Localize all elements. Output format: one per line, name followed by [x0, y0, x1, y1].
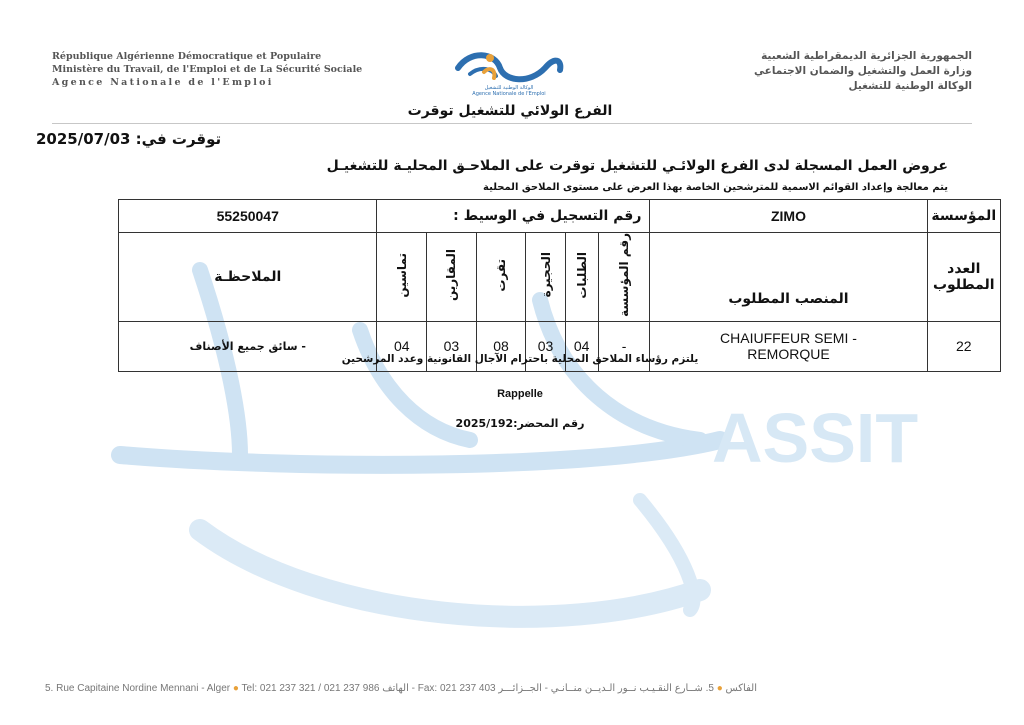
- header-company-no-cell: [598, 233, 650, 322]
- header-count: العدد المطلوب: [927, 233, 1000, 322]
- registration-value: 55250047: [119, 200, 377, 233]
- header-company-no: رقم المؤسسة: [617, 233, 632, 317]
- header-remark: الملاحظـة: [119, 233, 377, 322]
- logo-caption-fr: Agence Nationale de l'Emploi: [472, 91, 546, 97]
- logo-caption-ar: الوكالة الوطنية للتشغيل: [484, 85, 534, 91]
- header-megarine: المقارين: [444, 248, 459, 301]
- footer-fax-ar: الفاكس: [725, 683, 757, 694]
- footer-address: 5. Rue Capitaine Nordine Mennani - Alger ● Tel: 021 237 321 / 021 237 986 الهاتف - Fax: 021 237 403 الفاكس ● 5. شــارع النقـيـب نــور الـديــن منــانـي - الجــزائـــر: [45, 683, 757, 694]
- header-ar: [592, 49, 972, 94]
- header-hjira-cell: [526, 233, 565, 322]
- header-divider: [52, 123, 972, 124]
- deadline-note: يلتزم رؤساء الملاحق المحلية باحترام الآجال القانونية وعدد المرشحين: [341, 353, 699, 365]
- header-megarine-cell: [427, 233, 477, 322]
- cell-requests: 04: [565, 321, 598, 371]
- footer-address-fr: 5. Rue Capitaine Nordine Mennani - Alger: [45, 683, 231, 694]
- header-touggourt-cell: [476, 233, 526, 322]
- watermark-text: ASSIT: [712, 399, 919, 477]
- header-ar-line-3: الوكالة الوطنية للتشغيل: [848, 80, 972, 92]
- registration-label: رقم التسجيل في الوسيط :: [377, 200, 650, 233]
- header-hjira: الحجيرة: [538, 252, 553, 298]
- cell-position: CHAIUFFEUR SEMI - REMORQUE: [650, 321, 927, 371]
- cell-touggourt: 08: [476, 321, 526, 371]
- document-date: توقرت في: 2025/07/03: [36, 130, 222, 148]
- footer-fax: Fax: 021 237 403: [417, 683, 496, 694]
- footer-tel-ar: الهاتف: [382, 683, 409, 694]
- header-requests: الطلبات: [574, 251, 589, 299]
- table-header-row: [119, 233, 1001, 322]
- document-title: عروض العمل المسجلة لدى الفرع الولائـي للتشغيل توقرت على الملاحـق المحليـة للتشغيـل: [326, 158, 948, 174]
- table-row-company: [119, 200, 1001, 233]
- header-temacine-cell: [377, 233, 427, 322]
- header-fr-line-2: Ministère du Travail, de l'Emploi et de La Sécurité Sociale: [52, 64, 363, 75]
- header-fr-line-1: République Algérienne Démocratique et Populaire: [52, 51, 322, 62]
- header-position: المنصب المطلوب: [650, 233, 927, 322]
- cell-company-no: -: [598, 321, 650, 371]
- header-ar-line-2: وزارة العمل والتشغيل والضمان الاجتماعي: [754, 65, 972, 77]
- cell-hjira: 03: [526, 321, 565, 371]
- cell-count: 22: [927, 321, 1000, 371]
- cell-megarine: 03: [427, 321, 477, 371]
- header-requests-cell: [565, 233, 598, 322]
- header-touggourt: تقرت: [494, 258, 509, 292]
- company-label: المؤسسة: [927, 200, 1000, 233]
- header-ar-line-1: الجمهورية الجزائرية الديمقراطية الشعبية: [761, 50, 972, 62]
- header-fr: [52, 50, 362, 89]
- footer-tel: Tel: 021 237 321 / 021 237 986: [241, 683, 380, 694]
- header-fr-line-3: Agence Nationale de l'Emploi: [52, 77, 274, 88]
- job-offer-table: [118, 199, 1001, 372]
- header-temacine: تماسين: [394, 252, 409, 298]
- rappelle-label: Rappelle: [497, 388, 543, 400]
- company-value: ZIMO: [650, 200, 927, 233]
- cell-temacine: 04: [377, 321, 427, 371]
- cell-remark: - سائق جميع الأصناف: [119, 321, 377, 371]
- footer-address-ar: 5. شــارع النقـيـب نــور الـديــن منــانـي - الجــزائـــر: [498, 683, 714, 694]
- pv-number: رقم المحضر:2025/192: [455, 417, 585, 430]
- document-subtitle: يتم معالجة وإعداد القوائم الاسمية للمترشحين الخاصة بهذا العرض على مستوى الملاحق المحلية: [483, 182, 948, 193]
- logo-caption: [450, 85, 568, 97]
- branch-title: الفرع الولائي للتشغيل توقرت: [407, 103, 613, 119]
